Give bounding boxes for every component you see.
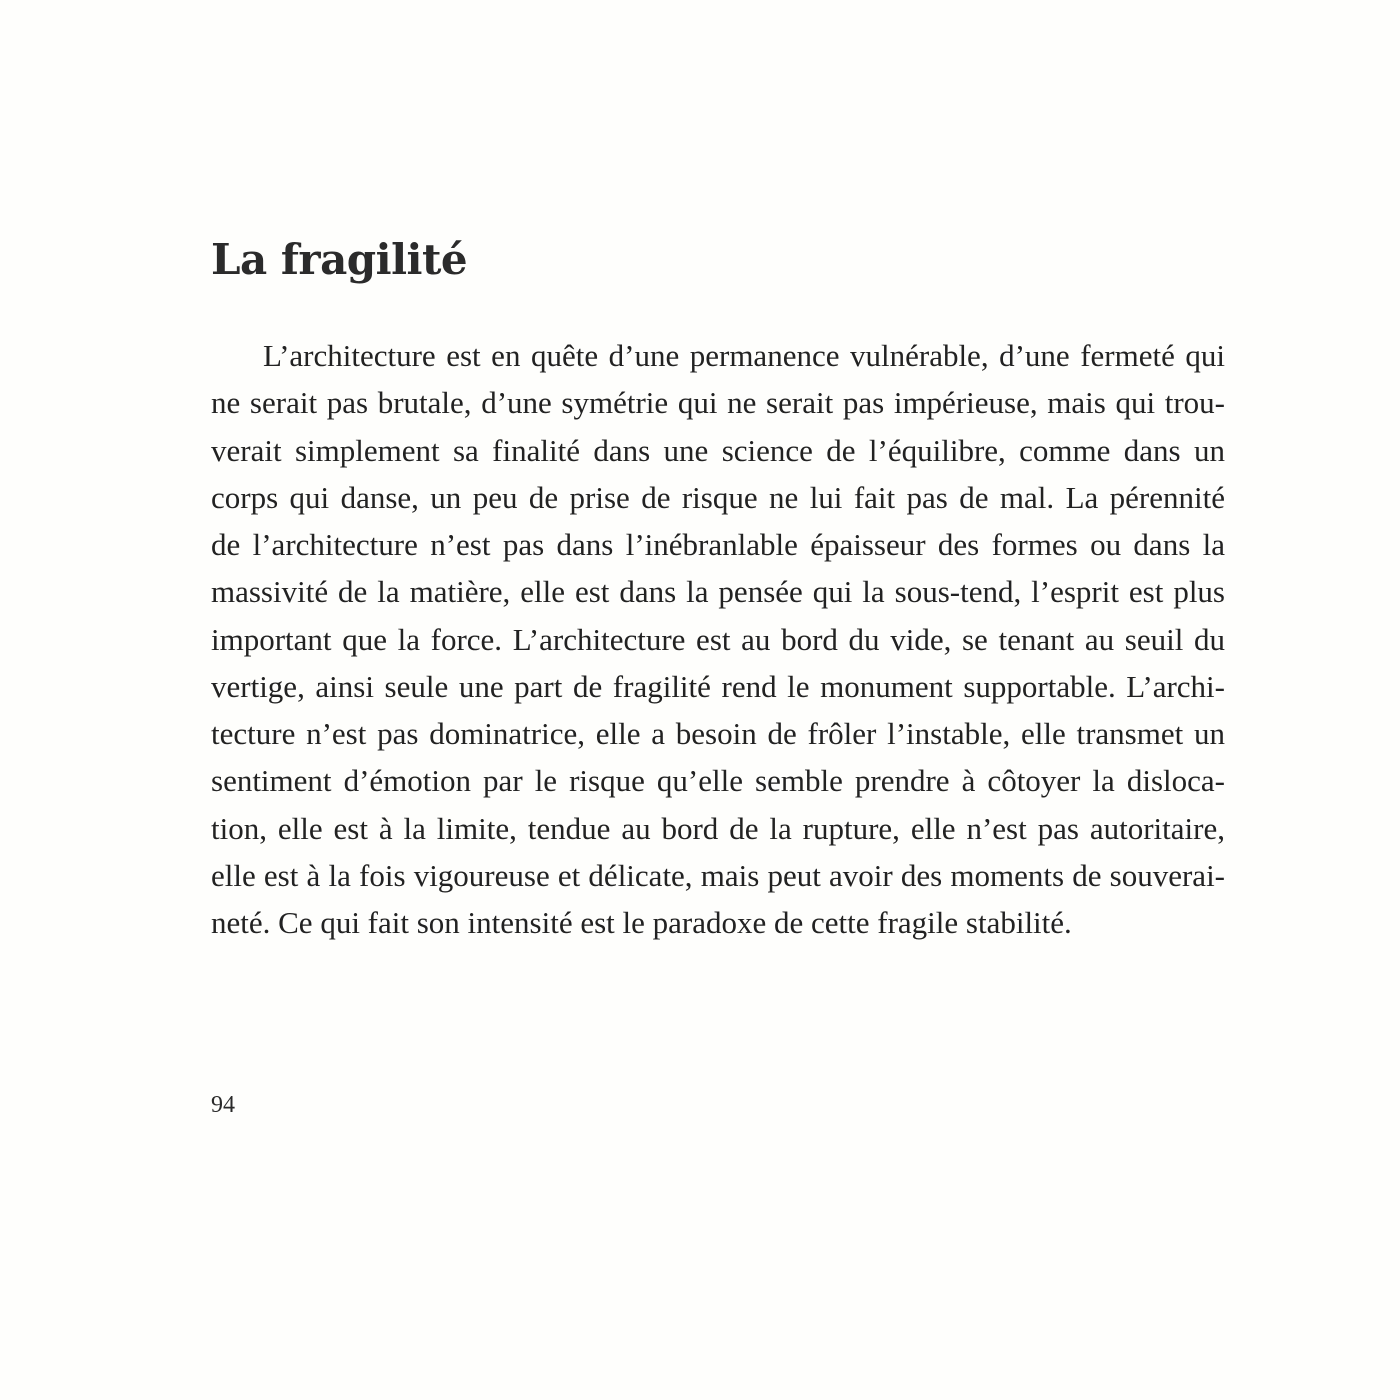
text-line: corps qui danse, un peu de prise de risque ne lui fait pas de mal. La pérennité xyxy=(211,479,1225,515)
text-line: important que la force. L’architecture est au bord du vide, se tenant au seuil du xyxy=(211,621,1225,657)
text-line: ne serait pas brutale, d’une symétrie qui ne serait pas impérieuse, mais qui trou- xyxy=(211,385,1225,421)
text-line: L’architecture est en quête d’une permanence vulnérable, d’une fermeté qui xyxy=(263,338,1225,373)
text-line: massivité de la matière, elle est dans la pensée qui la sous-tend, l’esprit est plus xyxy=(211,574,1225,610)
text-line: neté. Ce qui fait son intensité est le paradoxe de cette fragile stabilité. xyxy=(211,905,1072,940)
chapter-title: La fragilité xyxy=(211,235,468,284)
body-paragraph xyxy=(211,332,1225,946)
text-line: sentiment d’émotion par le risque qu’elle semble prendre à côtoyer la disloca- xyxy=(211,763,1225,799)
text-line: verait simplement sa finalité dans une science de l’équilibre, comme dans un xyxy=(211,432,1225,468)
text-line: de l’architecture n’est pas dans l’inébranlable épaisseur des formes ou dans la xyxy=(211,527,1225,562)
text-line: elle est à la fois vigoureuse et délicate, mais peut avoir des moments de souverai- xyxy=(211,857,1225,893)
page-number: 94 xyxy=(211,1092,235,1118)
text-line: tion, elle est à la limite, tendue au bord de la rupture, elle n’est pas autoritaire, xyxy=(211,810,1225,846)
text-line: vertige, ainsi seule une part de fragilité rend le monument supportable. L’archi- xyxy=(211,668,1225,704)
text-line: tecture n’est pas dominatrice, elle a besoin de frôler l’instable, elle transmet un xyxy=(211,716,1225,751)
